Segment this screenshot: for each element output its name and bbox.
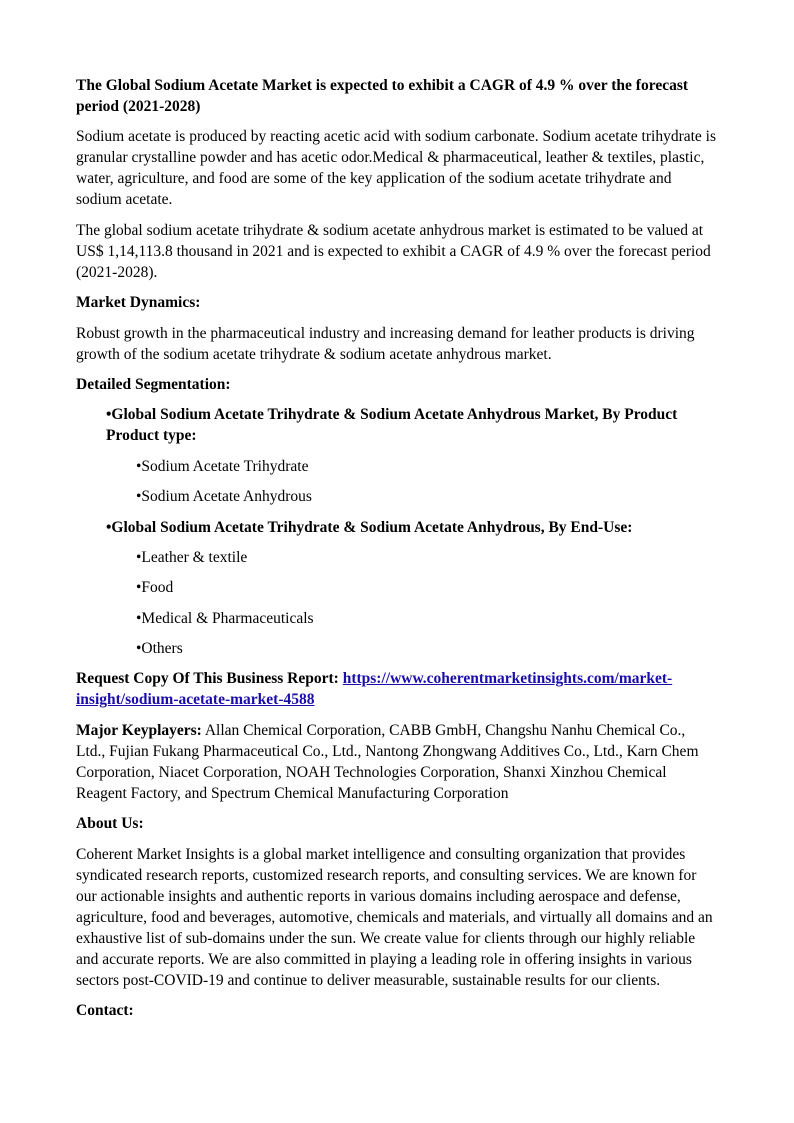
segment-item: •Others (136, 640, 183, 658)
headline: The Global Sodium Acetate Market is expected to exhibit a CAGR of 4.9 % over the forecast period (2021-2028) (76, 77, 689, 115)
report-link[interactable]: https://www.coherentmarketinsights.com/market-insight/sodium-acetate-market-4588 (76, 670, 673, 709)
keyplayers-text: Allan Chemical Corporation, CABB GmbH, Changshu Nanhu Chemical Co., Ltd., Fujian Fukang Pharmaceutical Co., Ltd., Nantong Zhongwang Additives Co., Ltd., Karn Chem Corporation, Niacet Corporation, NOAH Technologies Corporation, Shanxi Xinzhou Chemical Reagent Factory, and Spectrum Chemical Manufacturing Corporation (76, 721, 699, 802)
segment-item: •Leather & textile (136, 548, 248, 566)
segment-item: •Sodium Acetate Trihydrate (136, 457, 309, 475)
dynamics-paragraph: Robust growth in the pharmaceutical industry and increasing demand for leather products is driving growth of the sodium acetate trihydrate & sodium acetate anhydrous market. (76, 324, 695, 363)
dynamics-heading: Market Dynamics: (76, 294, 201, 312)
segment-item: •Sodium Acetate Anhydrous (136, 488, 312, 506)
keyplayers-paragraph (76, 720, 718, 804)
market-value-paragraph: The global sodium acetate trihydrate & sodium acetate anhydrous market is estimated to be valued at US$ 1,14,113.8 thousand in 2021 and is expected to exhibit a CAGR of 4.9 % over the forecast period (2021-2028). (76, 221, 711, 281)
segment-item: •Food (136, 579, 174, 597)
intro-paragraph: Sodium acetate is produced by reacting acetic acid with sodium carbonate. Sodium acetate trihydrate is granular crystalline powder and has acetic odor.Medical & pharmaceutical, leather & textiles, plastic, water, agriculture, and food are some of the key application of the sodium acetate trihydrate and sodium acetate. (76, 128, 717, 209)
request-paragraph (76, 668, 718, 710)
keyplayers-label: Major Keyplayers: (76, 721, 202, 739)
contact-heading: Contact: (76, 1002, 134, 1020)
about-heading: About Us: (76, 815, 144, 833)
segment-item: •Medical & Pharmaceuticals (136, 609, 314, 627)
segment-group-title: •Global Sodium Acetate Trihydrate & Sodium Acetate Anhydrous Market, By Product Product type: (106, 406, 678, 445)
about-paragraph: Coherent Market Insights is a global market intelligence and consulting organization that provides syndicated research reports, customized research reports, and consulting services. We are known for our actionable insights and authentic reports in various domains including aerospace and defense, agriculture, food and beverages, automotive, chemicals and materials, and virtually all domains and an exhaustive list of sub-domains under the sun. We create value for clients through our highly reliable and accurate reports. We are also committed in playing a leading role in offering insights in various sectors post-COVID-19 and continue to deliver measurable, sustainable results for our clients. (76, 845, 713, 989)
segment-group-title: •Global Sodium Acetate Trihydrate & Sodium Acetate Anhydrous, By End-Use: (106, 518, 633, 536)
request-label: Request Copy Of This Business Report: (76, 670, 343, 688)
segmentation-heading: Detailed Segmentation: (76, 375, 231, 393)
